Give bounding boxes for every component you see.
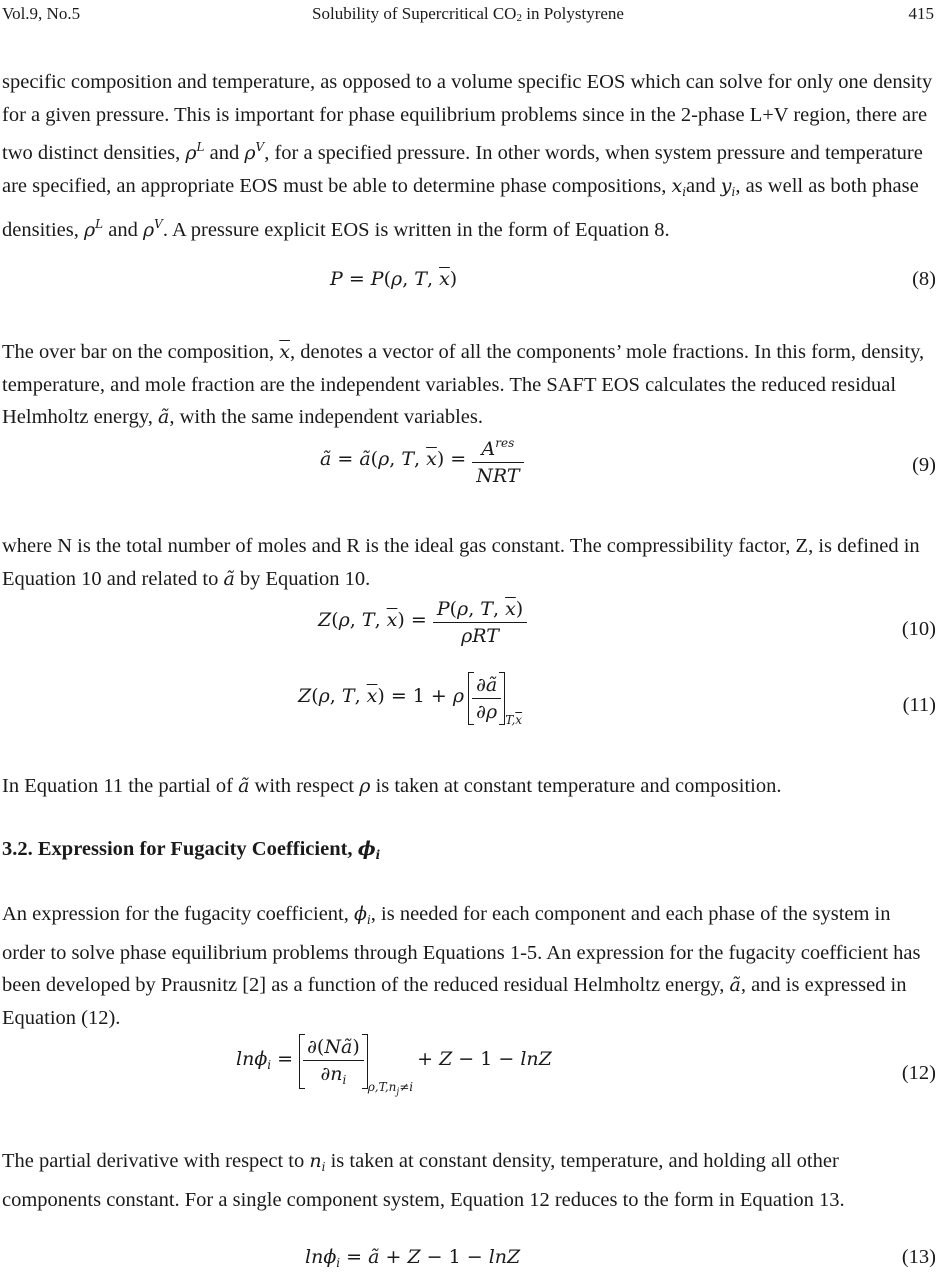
equation-12-body: lnϕ$_i$ = $\frac{\partial(Nã)}{\partial n_i}$ $_{\rho,T,n_j\ne i}$ + Z − 1 − lnZ [236, 1036, 552, 1098]
paragraph-partial: In Equation 11 the partial of ã with respect ρ is taken at constant temperature and composition. [2, 775, 782, 797]
equation-8 [0, 266, 936, 298]
equation-11-number: (11) [902, 694, 936, 716]
running-header [2, 4, 934, 24]
section-heading: 3.2. Expression for Fugacity Coefficient, $\phi_i$ [2, 838, 381, 862]
equation-13 [0, 1246, 936, 1276]
equation-9-number: (9) [912, 454, 936, 476]
equation-8-number: (8) [912, 268, 936, 290]
paragraph-composition: The over bar on the composition, $\overline{x}$, denotes a vector of all the components’ mole fractions. In this form, density, temperature, and mole fraction are the independent variables. The SAFT EOS calculates the reduced residual Helmholtz energy, ã, with the same independent variables. [2, 341, 925, 428]
page-number: 415 [908, 4, 934, 23]
paragraph-compressibility: where N is the total number of moles and R is the ideal gas constant. The compressibility factor, Z, is defined in Equation 10 and related to ã by Equation 10. [2, 535, 920, 590]
equation-10 [0, 598, 936, 662]
equation-11 [0, 672, 936, 738]
equation-9-body: ã = ã(ρ, T, $\overline{x}$) = $\frac{A^{res}}{\text{NRT}}$ [320, 436, 524, 487]
equation-10-body: Z(ρ, T, $\overline{x}$) = $\frac{P(\rho, T, \overline{x})}{\text{ρRT}}$ [318, 598, 527, 647]
equation-12 [0, 1028, 936, 1112]
paragraph-fugacity: An expression for the fugacity coefficient, $\phi_i$, is needed for each component and each phase of the system in order to solve phase equilibrium problems through Equations 1-5. An expression for the fugacity coefficient has been developed by Prausnitz [2] as a function of the reduced residual Helmholtz energy, ã, and is expressed in Equation (12). [2, 903, 921, 1029]
equation-12-number: (12) [901, 1062, 936, 1084]
equation-9 [0, 436, 936, 498]
running-title: Solubility of Supercritical $CO_2$ in Polystyrene [312, 4, 624, 24]
equation-13-body: lnϕ$_i$ = ã + Z − 1 − lnZ [305, 1246, 521, 1270]
equation-8-body: P = P(ρ, T, $\overline{x}$) [330, 268, 458, 290]
equation-13-number: (13) [901, 1246, 936, 1268]
equation-11-body: Z(ρ, T, $\overline{x}) = 1 + \rho$ $\frac{\partial ã}{\partial\rho}$ $_{T,\overline{x}}$ [298, 674, 523, 728]
paragraph-eos-intro: specific composition and temperature, as opposed to a volume specific EOS which can solve for only one density for a given pressure. This is important for phase equilibrium problems since in the 2-phase L+V region, there are two distinct densities, $\rho^L$ and $\rho^V$, for a specified pressure. In other words, when system pressure and temperature are specified, an appropriate EOS must be able to determine phase compositions, $x_iand$ $y_i$, as well as both phase densities, $\rho^L$ and $\rho^V$. A pressure explicit EOS is written in the form of Equation 8. [2, 71, 933, 241]
paragraph-single-component: The partial derivative with respect to $n_i$ is taken at constant density, temperature, and holding all other components constant. For a single component system, Equation 12 reduces to the form in Equation 13. [2, 1150, 845, 1211]
equation-10-number: (10) [901, 618, 936, 640]
volume-issue: Vol.9, No.5 [2, 4, 81, 23]
